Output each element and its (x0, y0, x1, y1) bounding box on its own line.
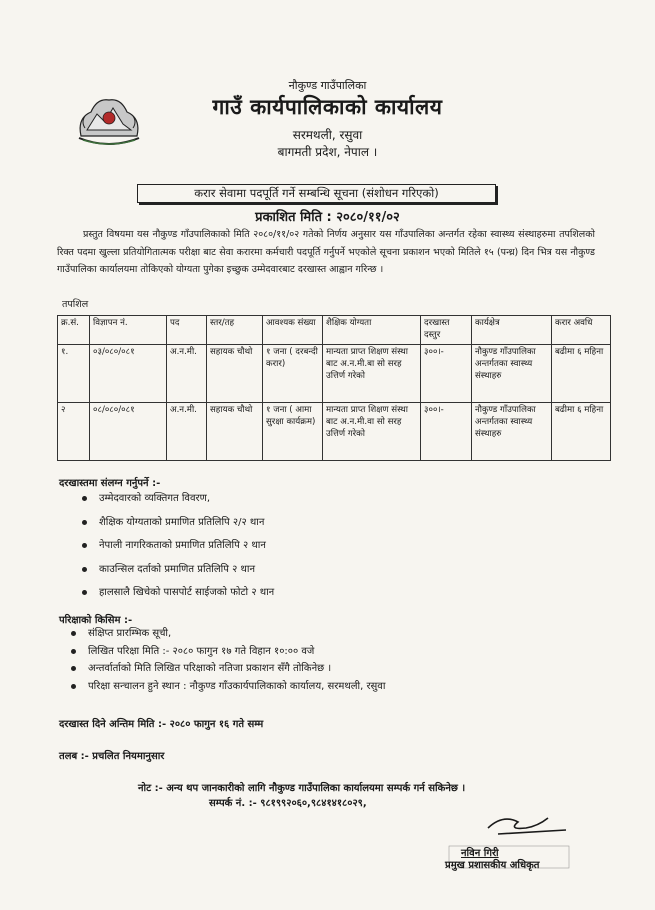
list-item: संक्षिप्त प्रारम्भिक सूची, (63, 627, 385, 645)
table-header: दरखास्त दस्तुर (421, 316, 472, 345)
bullet-icon (71, 631, 76, 636)
table-cell: १ जना ( दरबन्दी करार) (263, 345, 323, 403)
bullet-icon (82, 567, 87, 572)
table-cell: ३००।- (421, 403, 472, 461)
bullet-icon (82, 520, 87, 525)
table-cell: अ.न.मी. (167, 345, 207, 403)
vacancy-table (57, 315, 611, 461)
table-header: शैक्षिक योग्यता (323, 316, 421, 345)
table-header: स्तर/तह (207, 316, 263, 345)
published-date: प्रकाशित मिति : २०८०/११/०२ (255, 210, 400, 225)
province-line: बागमती प्रदेश, नेपाल । (277, 145, 378, 159)
table-cell: १ जना ( आमा सुरक्षा कार्यक्रम) (263, 403, 323, 461)
table-cell: मान्यता प्राप्त शिक्षण संस्था बाट अ.न.मी.वा सो सरह उत्तिर्ण गरेको (323, 403, 421, 461)
list-item: परिक्षा सन्चालन हुने स्थान : नौकुण्ड गाँउकार्यपालिकाको कार्यालय, सरमथली, रसुवा (63, 680, 385, 698)
notice-title: करार सेवामा पदपूर्ति गर्ने सम्बन्धि सूचना (संशोधन गरिएको) (137, 184, 496, 203)
office-title: गाउँ कार्यपालिकाको कार्यालय (212, 95, 443, 119)
deadline-line: दरखास्त दिने अन्तिम मिति :- २०८० फागुन १६ गते सम्म (59, 719, 264, 730)
table-cell: नौकुण्ड गाँउपालिका अन्तर्गतका स्वास्थ्य संस्थाहरु (472, 403, 552, 461)
signatory-title: प्रमुख प्रशासकीय अधिकृत (445, 860, 540, 871)
salary-line: तलब :- प्रचलित नियमानुसार (59, 751, 165, 762)
table-cell: अ.न.मी. (167, 403, 207, 461)
bullet-icon (82, 496, 87, 501)
tapsil-label: तपशिल (62, 299, 89, 310)
list-item: शैक्षिक योग्यताको प्रमाणित प्रतिलिपि २/२ थान (74, 516, 274, 540)
municipality-name: नौकुण्ड गाउँपालिका (288, 79, 367, 92)
bullet-icon (71, 684, 76, 689)
signature-icon (478, 808, 578, 842)
table-cell: मान्यता प्राप्त शिक्षण संस्था बाट अ.न.मी.बा सो सरह उत्तिर्ण गरेको (323, 345, 421, 403)
table-cell: नौकुण्ड गाँउपालिका अन्तर्गतका स्वास्थ्य संस्थाहरु (472, 345, 552, 403)
list-item: लिखित परिक्षा मिति :- २०८० फागुन १७ गते विहान १०:०० वजे (63, 645, 385, 663)
notice-body-text: प्रस्तुत विषयमा यस नौकुण्ड गाँउपालिकाको मिति २०८०/११/०२ गतेको निर्णय अनुसार यस गाँउपालिका अन्तर्गत रहेका स्वास्थ्य संस्थाहरुमा तपशिलको रिक्त पदमा खुल्ला प्रतियोगितात्मक परीक्षा बाट सेवा करारमा कर्मचारी पदपूर्ति गर्नुपर्ने भएकोले सूचना प्रकाशन भएको मितिले १५ (पन्ध्र) दिन भित्र यस नौकुण्ड गाउँपालिका कार्यालयमा तोकिएको योग्यता पुगेका इच्छुक उम्मेदवारबाट दरखास्त आह्वान गरिन्छ । (57, 229, 595, 275)
exam-list (63, 627, 385, 697)
table-header: करार अवधि (552, 316, 611, 345)
table-header: पद (167, 316, 207, 345)
exam-title: परिक्षाको किसिम :- (59, 615, 133, 626)
table-cell: सहायक चौथो (207, 403, 263, 461)
list-item: काउन्सिल दर्ताको प्रमाणित प्रतिलिपि २ थान (74, 563, 274, 587)
table-header: विज्ञापन नं. (90, 316, 167, 345)
list-item: नेपाली नागरिकताको प्रमाणित प्रतिलिपि २ थान (74, 539, 274, 563)
table-cell: २ (58, 403, 90, 461)
table-cell: बढीमा ६ महिना (552, 345, 611, 403)
bullet-icon (71, 649, 76, 654)
office-address: सरमथली, रसुवा (292, 128, 363, 142)
table-row (58, 345, 611, 403)
list-item: अन्तर्वार्ताको मिति लिखित परिक्षाको नतिजा प्रकाशन सँगै तोकिनेछ । (63, 662, 385, 680)
table-cell: ०३/०८०/०८१ (90, 345, 167, 403)
signatory-name: नविन गिरी (461, 848, 499, 859)
list-item: हालसालै खिचेको पासपोर्ट साईजको फोटो २ थान (74, 586, 274, 610)
bullet-icon (82, 543, 87, 548)
table-cell: बढीमा ६ महिना (552, 403, 611, 461)
table-cell: सहायक चौथो (207, 345, 263, 403)
contact-line: सम्पर्क नं. :- ९८१९९२०६०,९८४१४१८०२९, (209, 798, 367, 809)
table-header: क्र.सं. (58, 316, 90, 345)
bullet-icon (82, 590, 87, 595)
table-row (58, 403, 611, 461)
table-header: आवश्यक संख्या (263, 316, 323, 345)
table-cell: ३००।- (421, 345, 472, 403)
attachments-list (74, 492, 274, 610)
table-cell: १. (58, 345, 90, 403)
table-header-row (58, 316, 611, 345)
table-header: कार्यक्षेत्र (472, 316, 552, 345)
table-cell: ०८/०८०/०८१ (90, 403, 167, 461)
bullet-icon (71, 666, 76, 671)
notice-body (57, 226, 595, 279)
note-line: नोट :- अन्य थप जानकारीको लागि नौकुण्ड गाउँपालिका कार्यालयमा सम्पर्क गर्न सकिनेछ । (138, 783, 466, 794)
list-item: उम्मेदवारको व्यक्तिगत विवरण, (74, 492, 274, 516)
attachments-title: दरखास्तमा संलग्न गर्नुपर्ने :- (59, 478, 161, 489)
